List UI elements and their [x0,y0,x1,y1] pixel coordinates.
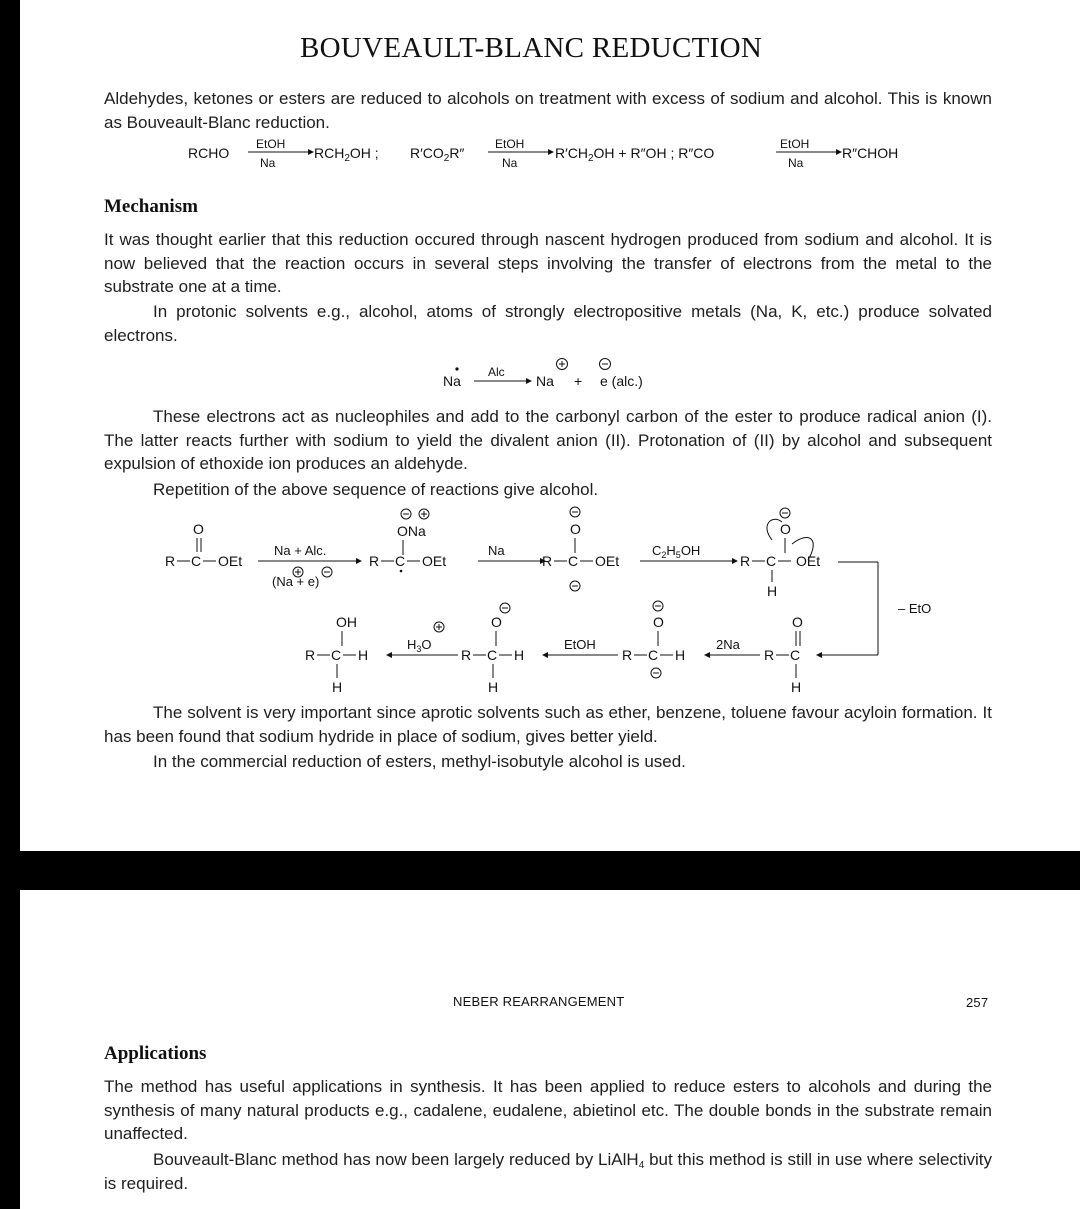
svg-text:R: R [305,647,316,663]
svg-text:C: C [568,553,579,569]
sodium-equation-graphic [440,355,680,395]
ester-reactant: $R'CO_2R''$ [410,145,465,164]
arrow2-bottom: Na [502,156,518,170]
svg-text:EtOH: EtOH [564,637,596,652]
svg-text:O: O [792,614,803,630]
arrow1-top: EtOH [256,137,286,151]
svg-text:H: H [767,583,778,599]
svg-text:H: H [488,679,499,695]
svg-text:Na + Alc.: Na + Alc. [274,543,327,558]
svg-text:– EtO: – EtO [898,601,932,616]
mechanism-paragraph-2: In protonic solvents e.g., alcohol, atoms of strongly electropositive metals (Na, K, etc.) produce solvated electrons. [104,302,992,345]
svg-text:OEt: OEt [796,553,821,569]
product-2: $R'CH_2OH + R''OH$ ; R″CO [555,145,715,164]
commercial-paragraph: In the commercial reduction of esters, methyl-isobutyle alcohol is used. [153,752,686,771]
svg-text:OH: OH [336,614,357,630]
svg-text:C: C [395,553,406,569]
ethanol-label: $C_2H_5OH$ [652,543,701,560]
intro-paragraph: Aldehydes, ketones or esters are reduced to alcohols on treatment with excess of sodium and alcohol. This is known as Bouveault-Blanc reduction. [104,89,992,132]
page-1 [20,0,1080,851]
svg-text:OEt: OEt [218,553,243,569]
svg-text:R: R [165,553,176,569]
svg-text:O: O [653,614,664,630]
svg-text:C: C [766,553,777,569]
svg-text:OEt: OEt [422,553,447,569]
applications-heading: Applications [104,1043,207,1064]
svg-text:C: C [648,647,659,663]
solvated-electron: e (alc.) [600,373,643,389]
svg-text:R: R [369,553,380,569]
reaction-line [20,130,1080,170]
na-reactant: Na [443,373,461,389]
svg-text:O: O [491,614,502,630]
arrow1-bottom: Na [260,156,276,170]
mechanism-paragraph-3: These electrons act as nucleophiles and add to the carbonyl carbon of the ester to produce radical anion (I). The latter reacts further with sodium to yield the divalent anion (II). Protonation of (II) by alcohol and subsequent expulsion of ethoxide ion produces an aldehyde. [104,407,992,473]
applications-paragraph-1: The method has useful applications in synthesis. It has been applied to reduce esters to alcohols and during the synthesis of many natural products e.g., cadalene, eudalene, abietinol etc. The double bonds in the substrate remain unaffected. [104,1077,992,1143]
running-head: NEBER REARRANGEMENT [453,994,625,1009]
mechanism-paragraph-4: Repetition of the above sequence of reactions give alcohol. [153,480,599,499]
svg-text:C: C [191,553,202,569]
solvent-paragraph: The solvent is very important since aprotic solvents such as ether, benzene, toluene favour acyloin formation. It has been found that sodium hydride in place of sodium, gives better yield. [104,703,992,746]
svg-text:O: O [780,521,791,537]
svg-text:C: C [487,647,498,663]
svg-text:ONa: ONa [397,523,426,539]
arrow2-top: EtOH [495,137,525,151]
svg-text:R: R [461,647,472,663]
arrow3-top: EtOH [780,137,810,151]
page-title: BOUVEAULT-BLANC REDUCTION [300,32,763,64]
svg-text:H: H [332,679,343,695]
product-3: R″CHOH [842,145,899,161]
applications-paragraph-2: Bouveault-Blanc method has now been largely reduced by LiAlH$_4$ but this method is still in use where selectivity is required. [104,1150,992,1193]
svg-text:OEt: OEt [595,553,620,569]
product-1: $RCH_2OH$ ; [314,145,379,164]
svg-text:O: O [570,521,581,537]
sodium-ionization-equation [440,355,680,395]
mechanism-scheme [20,500,1080,700]
svg-text:Na: Na [488,543,505,558]
radical-dot [455,367,458,370]
svg-text:H: H [791,679,802,695]
svg-text:(Na + e): (Na + e) [272,574,320,589]
svg-text:C: C [790,647,801,663]
svg-text:R: R [542,553,553,569]
na-product: Na [536,373,554,389]
mechanism-heading: Mechanism [104,196,198,217]
arrow3-bottom: Na [788,156,804,170]
svg-text:H: H [514,647,525,663]
mechanism-paragraph-1: It was thought earlier that this reduction occured through nascent hydrogen produced from sodium and alcohol. It is now believed that the reaction occurs in several steps involving the transfer of electrons from the metal to the substrate one at a time. [104,230,992,296]
ester-o: O [193,521,204,537]
svg-text:H: H [675,647,686,663]
hydronium-label: $H_3O$ [407,637,432,654]
rcho-label: RCHO [188,145,230,161]
svg-text:R: R [622,647,633,663]
alc-label: Alc [488,365,505,379]
svg-text:R: R [740,553,751,569]
page-number: 257 [966,995,989,1010]
svg-text:R: R [764,647,775,663]
page-2 [20,890,1080,1209]
svg-text:2Na: 2Na [716,637,740,652]
svg-text:C: C [331,647,342,663]
svg-text:H: H [358,647,369,663]
plus-sign: + [574,373,583,389]
